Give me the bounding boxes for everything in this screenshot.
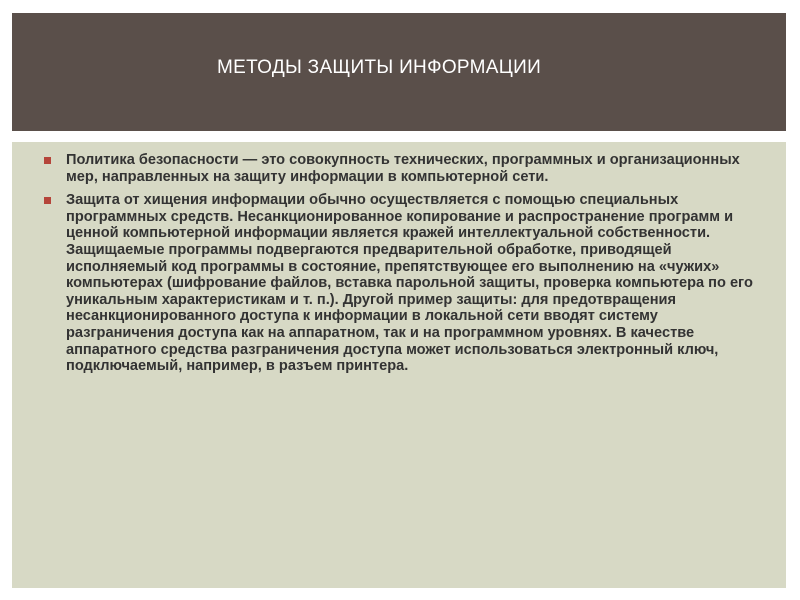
bullet-item bbox=[40, 152, 770, 185]
bullet-list bbox=[40, 152, 770, 382]
bullet-text: Защита от хищения информации обычно осуществляется с помощью специальных программных средств. Несанкционированное копирование и распространение программ и ценной компьютерной информации является кражей интеллектуальной собственности. Защищаемые программы подвергаются предварительной обработке, приводящей исполняемый код программы в состояние, препятствующее его выполнению на «чужих» компьютерах (шифрование файлов, вставка парольной защиты, проверка компьютера по его уникальным характеристикам и т. п.). Другой пример защиты: для предотвращения несанкционированного доступа к информации в локальной сети вводят систему разграничения доступа как на аппаратном, так и на программном уровнях. В качестве аппаратного средства разграничения доступа может использоваться электронный ключ, подключаемый, например, в разъем принтера. bbox=[66, 192, 753, 375]
title-bar bbox=[12, 13, 786, 131]
bullet-text: Политика безопасности — это совокупность технических, программных и организационных мер, направленных на защиту информации в компьютерной сети. bbox=[66, 152, 740, 185]
bullet-item bbox=[40, 192, 770, 375]
slide-title: МЕТОДЫ ЗАЩИТЫ ИНФОРМАЦИИ bbox=[217, 57, 542, 78]
bullet-square-icon bbox=[44, 157, 51, 164]
bullet-square-icon bbox=[44, 197, 51, 204]
